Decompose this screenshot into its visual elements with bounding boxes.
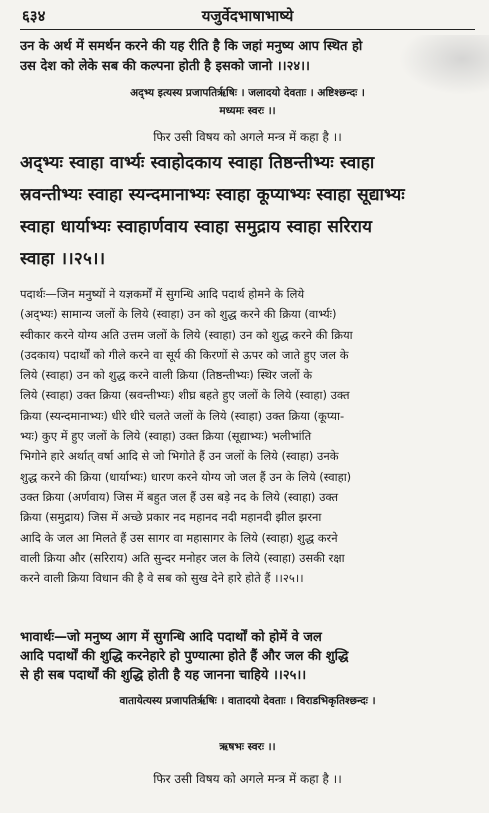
bhavartha-paragraph — [20, 628, 475, 685]
subject-line: फिर उसी विषय को अगले मन्त्र में कहा है ।। — [153, 130, 342, 144]
page-header — [20, 2, 475, 28]
meta-svara: मध्यमः स्वरः ।। — [219, 105, 276, 117]
padartha-line: लिये (स्वाहा) उन को शुद्ध करने वाली क्रिया (तिष्ठन्तीभ्यः) स्थिर जलों के — [20, 368, 313, 383]
meta-rishi-devata-2: वातायेत्यस्य प्रजापतिर्ऋषिः । वातादयो देवताः । विराडभिकृतिश्छन्दः । — [119, 695, 376, 707]
meta-rishi-devata: अद्भ्य इत्यस्य प्रजापतिर्ऋषिः । जलादयो देवताः । अष्टिश्छन्दः । — [130, 87, 365, 99]
padartha-line: क्रिया (स्यन्दमानाभ्यः) धीरे धीरे चलते जलों के लिये (स्वाहा) उक्त क्रिया (कूप्या- — [20, 408, 345, 423]
padartha-line: शुद्ध करने की क्रिया (धार्याभ्यः) धारण करने योग्य जो जल हैं उन के लिये (स्वाहा) — [20, 469, 352, 484]
mantra-line: स्वाहा ।।२५।। — [20, 249, 106, 269]
padartha-line: पदार्थः—जिन मनुष्यों ने यज्ञकर्मों में सुगन्धि आदि पदार्थ होमने के लिये — [20, 287, 305, 301]
padartha-line: करने वाली क्रिया विधान की है वे सब को सुख देने हारे होते हैं ।।२५।। — [20, 571, 304, 586]
padartha-line: भ्यः) कुए में हुए जलों के लिये (स्वाहा) उक्त क्रिया (सूद्याभ्यः) भलीभांति — [20, 429, 312, 444]
padartha-line: लिये (स्वाहा) उक्त क्रिया (स्रवन्तीभ्यः) शीघ्र बहते हुए जलों के लिये (स्वाहा) उक्त — [20, 388, 350, 403]
padartha-line: भिगोने हारे अर्थात् वर्षा आदि से जो भिगोते हैं उन जलों के लिये (स्वाहा) उनके — [20, 449, 339, 464]
mantra-line: स्वाहा धार्याभ्यः स्वाहार्णवाय स्वाहा समुद्राय स्वाहा सरिराय — [20, 217, 373, 237]
padartha-line: उक्त क्रिया (अर्णवाय) जिस में बहुत जल हैं उस बड़े नद के लिये (स्वाहा) उक्त — [20, 489, 339, 504]
padartha-paragraph — [20, 284, 475, 588]
padartha-line: क्रिया (समुद्राय) जिस में अच्छे प्रकार नद महानद नदी महानदी झील झरना — [20, 510, 322, 525]
bhavartha-line: आदि पदार्थों की शुद्धि करनेहारे हो पुण्यात्मा होते हैं और जल की शुद्धि — [20, 649, 349, 664]
padartha-line: (उदकाय) पदार्थों को गीले करने वा सूर्य की किरणों से ऊपर को जाते हुए जल के — [20, 347, 349, 362]
padartha-line: स्वीकार करने योग्य अति उत्तम जलों के लिये (स्वाहा) उन को शुद्ध करने की क्रिया — [20, 327, 353, 342]
meta-svara-2: ऋषभः स्वरः ।। — [219, 741, 276, 753]
running-title: यजुर्वेदभाषाभाष्ये — [201, 7, 294, 25]
intro-line: उन के अर्थ में समर्थन करने की यह रीति है कि जहां मनुष्य आप स्थित हो — [20, 39, 363, 54]
mantra-line: अद्भ्यः स्वाहा वार्भ्यः स्वाहोदकाय स्वाहा तिष्ठन्तीभ्यः स्वाहा — [20, 153, 375, 173]
header-rule — [20, 29, 475, 30]
padartha-line: वाली क्रिया और (सरिराय) अति सुन्दर मनोहर जल के लिये (स्वाहा) उसकी रक्षा — [20, 550, 345, 565]
padartha-line: आदि के जल आ मिलते हैं उस सागर वा महासागर के लिये (स्वाहा) शुद्ध करने — [20, 530, 338, 545]
subject-line-2: फिर उसी विषय को अगले मन्त्र में कहा है ।। — [153, 772, 342, 786]
padartha-line: (अद्भ्यः) सामान्य जलों के लिये (स्वाहा) उन को शुद्ध करने की क्रिया (वार्भ्यः) — [20, 307, 337, 322]
bhavartha-line: से ही सब पदार्थों की शुद्धि होती है यह जानना चाहिये ।।२५।। — [20, 668, 307, 683]
bhavartha-line: भावार्थः—जो मनुष्य आग में सुगन्धि आदि पदार्थों को होमें वे जल — [20, 630, 322, 645]
intro-line: उस देश को लेके सब की कल्पना होती है इसको जानो ।।२४।। — [20, 59, 310, 74]
mantra-line: स्रवन्तीभ्यः स्वाहा स्यन्दमानाभ्यः स्वाहा कूप्याभ्यः स्वाहा सूद्याभ्यः — [20, 185, 405, 205]
page-number: ६३४ — [22, 7, 46, 25]
